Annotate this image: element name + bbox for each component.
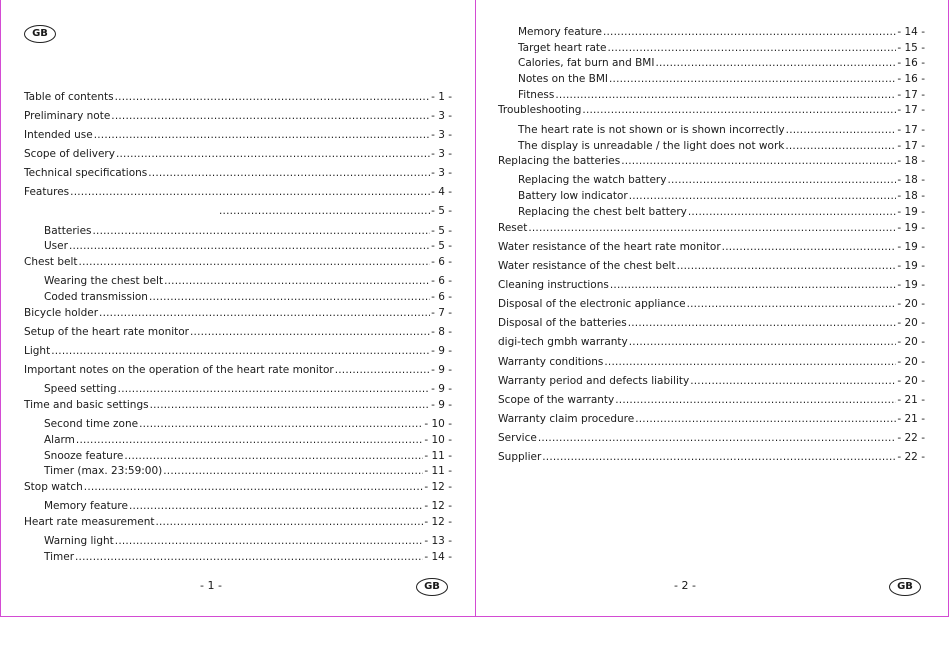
toc-dot-leader [610,279,897,292]
toc-entry-title: Snooze feature [44,450,124,462]
toc-entry-page: - 21 - [897,394,925,406]
toc-entry-page: - 3 - [431,167,452,179]
toc-entry-page: - 16 - [897,73,925,85]
toc-dot-leader [150,399,430,412]
toc-entry-title: Bicycle holder [24,307,99,319]
toc-entry-title: Service [498,432,537,444]
toc-entry[interactable] [518,140,925,153]
toc-entry-page: - 9 - [431,364,452,376]
toc-dot-leader [629,336,897,349]
toc-entry-page: - 22 - [897,432,925,444]
right-page [475,0,949,617]
toc-entry[interactable] [518,89,925,102]
toc-entry-title: Setup of the heart rate monitor [24,326,189,338]
toc-dot-leader [722,241,897,254]
language-badge-bottom: GB [416,578,448,596]
toc-dot-leader [582,104,896,117]
toc-entry-page: - 5 - [431,205,452,217]
toc-entry-page: - 5 - [431,240,452,252]
toc-entry-title: Light [24,345,51,357]
toc-dot-leader [629,190,897,203]
toc-entry[interactable] [518,73,925,86]
toc-entry[interactable] [24,345,452,358]
toc-entry-title: Warning light [44,535,114,547]
toc-dot-leader [115,535,424,548]
toc-entry-title: Replacing the chest belt battery [518,206,687,218]
toc-entry-page: - 9 - [431,383,452,395]
toc-entry-page: - 20 - [897,356,925,368]
toc-entry[interactable] [218,205,452,218]
toc-entry-page: - 8 - [431,326,452,338]
toc-entry-title: Reset [498,222,528,234]
toc-entry[interactable] [24,307,452,320]
toc-dot-leader [115,91,430,104]
toc-dot-leader [94,129,430,142]
toc-entry-page: - 10 - [424,418,452,430]
toc-dot-leader [538,432,897,445]
toc-entry-title: Replacing the watch battery [518,174,667,186]
toc-entry-page: - 5 - [431,225,452,237]
toc-entry-title: Alarm [44,434,75,446]
toc-dot-leader [555,89,896,102]
toc-entry-page: - 12 - [424,500,452,512]
toc-entry-title: Water resistance of the chest belt [498,260,676,272]
toc-entry-page: - 17 - [897,104,925,116]
toc-dot-leader [99,307,430,320]
toc-entry-title: Stop watch [24,481,83,493]
toc-dot-leader [51,345,430,358]
toc-dot-leader [76,434,423,447]
toc-entry-page: - 11 - [424,450,452,462]
toc-entry-page: - 6 - [431,291,452,303]
toc-dot-leader [190,326,430,339]
toc-entry-title: Features [24,186,70,198]
toc-entry-title: The display is unreadable / the light does not work [518,140,785,152]
toc-entry[interactable] [24,91,452,104]
toc-entry-title: Warranty period and defects liability [498,375,690,387]
toc-entry-title: Memory feature [44,500,128,512]
toc-entry-page: - 7 - [431,307,452,319]
toc-entry-title: Supplier [498,451,542,463]
toc-entry[interactable] [498,279,925,292]
toc-entry-page: - 13 - [424,535,452,547]
toc-entry[interactable] [498,260,925,273]
toc-entry-title: Warranty conditions [498,356,604,368]
toc-entry[interactable] [498,336,925,349]
toc-dot-leader [667,174,896,187]
toc-entry-title: Battery low indicator [518,190,628,202]
toc-dot-leader [785,140,896,153]
toc-dot-leader [75,551,423,564]
toc-entry-page: - 17 - [897,140,925,152]
toc-entry[interactable] [44,225,452,238]
toc-entry[interactable] [24,256,452,269]
toc-entry-title: Water resistance of the heart rate monitor [498,241,721,253]
toc-entry[interactable] [44,450,452,463]
language-badge-bottom: GB [889,578,921,596]
toc-entry-title: Fitness [518,89,555,101]
toc-entry[interactable] [44,500,452,513]
toc-entry-title: Scope of the warranty [498,394,615,406]
toc-dot-leader [687,298,897,311]
toc-dot-leader [542,451,896,464]
toc-entry[interactable] [24,399,452,412]
toc-entry[interactable] [24,326,452,339]
toc-entry[interactable] [498,298,925,311]
toc-entry-title: Second time zone [44,418,139,430]
toc-entry[interactable] [44,240,452,253]
toc-entry-title: Technical specifications [24,167,148,179]
toc-entry-page: - 21 - [897,413,925,425]
toc-entry-page: - 19 - [897,279,925,291]
toc-entry[interactable] [24,481,452,494]
toc-entry[interactable] [498,222,925,235]
toc-entry-page: - 11 - [424,465,452,477]
toc-entry[interactable] [498,375,925,388]
toc-entry-title: Target heart rate [518,42,607,54]
toc-entry-title: Intended use [24,129,93,141]
toc-entry[interactable] [44,418,452,431]
toc-entry-title: Important notes on the operation of the heart rate monitor [24,364,334,376]
toc-entry-page: - 6 - [431,275,452,287]
toc-entry[interactable] [44,551,452,564]
toc-entry[interactable] [24,110,452,123]
toc-entry[interactable] [518,42,925,55]
toc-entry-title: Timer [44,551,75,563]
toc-entry-title: Troubleshooting [498,104,582,116]
toc-entry-page: - 3 - [431,148,452,160]
toc-dot-leader [615,394,896,407]
toc-entry-page: - 4 - [431,186,452,198]
toc-entry-page: - 19 - [897,241,925,253]
toc-entry-page: - 20 - [897,298,925,310]
toc-entry-title: Cleaning instructions [498,279,609,291]
toc-entry[interactable] [498,451,925,464]
toc-entry-title: Heart rate measurement [24,516,155,528]
toc-entry[interactable] [518,206,925,219]
toc-entry-page: - 18 - [897,190,925,202]
toc-entry[interactable] [518,174,925,187]
toc-entry[interactable] [24,516,452,529]
toc-dot-leader [335,364,430,377]
toc-entry-title: Preliminary note [24,110,111,122]
toc-dot-leader [164,275,430,288]
toc-entry-page: - 14 - [424,551,452,563]
toc-entry-title: Time and basic settings [24,399,149,411]
toc-dot-leader [786,124,897,137]
toc-dot-leader [129,500,423,513]
toc-dot-leader [155,516,423,529]
toc-entry[interactable] [24,148,452,161]
toc-dot-leader [149,291,430,304]
toc-entry[interactable] [518,26,925,39]
toc-dot-leader [677,260,897,273]
toc-entry-page: - 17 - [897,89,925,101]
toc-entry[interactable] [518,124,925,137]
toc-entry-title: Notes on the BMI [518,73,609,85]
toc-entry-title: Scope of delivery [24,148,115,160]
toc-entry-page: - 3 - [431,110,452,122]
page-number: - 2 - [674,579,696,592]
toc-dot-leader [79,256,431,269]
toc-entry[interactable] [44,291,452,304]
toc-dot-leader [139,418,423,431]
toc-dot-leader [69,240,430,253]
toc-entry[interactable] [498,155,925,168]
toc-entry-title: Wearing the chest belt [44,275,164,287]
toc-entry-title: Warranty claim procedure [498,413,635,425]
toc-dot-leader [609,73,896,86]
toc-entry-page: - 14 - [897,26,925,38]
toc-entry-page: - 19 - [897,206,925,218]
toc-entry-page: - 22 - [897,451,925,463]
toc-dot-leader [93,225,431,238]
toc-dot-leader [603,26,896,39]
toc-entry-page: - 15 - [897,42,925,54]
toc-entry[interactable] [44,383,452,396]
toc-entry-title: Memory feature [518,26,602,38]
toc-entry-page: - 19 - [897,260,925,272]
toc-entry[interactable] [24,364,452,377]
language-badge-top: GB [24,25,56,43]
toc-entry-page: - 20 - [897,317,925,329]
toc-dot-leader [607,42,896,55]
toc-dot-leader [118,383,430,396]
toc-entry-title: Coded transmission [44,291,148,303]
toc-entry[interactable] [24,129,452,142]
toc-entry-title: Calories, fat burn and BMI [518,57,655,69]
toc-entry-page: - 6 - [431,256,452,268]
toc-entry-title: Table of contents [24,91,114,103]
toc-entry-title: Chest belt [24,256,78,268]
toc-entry-page: - 16 - [897,57,925,69]
toc-entry[interactable] [24,186,452,199]
toc-dot-leader [116,148,430,161]
toc-dot-leader [528,222,896,235]
toc-entry-title: Replacing the batteries [498,155,621,167]
toc-entry[interactable] [24,167,452,180]
toc-entry-title: Timer (max. 23:59:00) [44,465,163,477]
toc-dot-leader [688,206,897,219]
toc-dot-leader [655,57,896,70]
toc-entry[interactable] [518,57,925,70]
toc-dot-leader [621,155,896,168]
toc-entry[interactable] [498,413,925,426]
toc-entry-page: - 3 - [431,129,452,141]
toc-dot-leader [111,110,430,123]
toc-entry-title: Speed setting [44,383,117,395]
toc-entry-page: - 12 - [424,516,452,528]
toc-dot-leader [148,167,430,180]
toc-entry-title: Batteries [44,225,92,237]
toc-dot-leader [124,450,423,463]
toc-entry[interactable] [44,465,452,478]
toc-entry[interactable] [498,356,925,369]
page-number: - 1 - [200,579,222,592]
toc-entry-page: - 18 - [897,174,925,186]
toc-entry-title: Disposal of the batteries [498,317,627,329]
toc-dot-leader [163,465,423,478]
toc-dot-leader [690,375,896,388]
toc-entry-page: - 20 - [897,375,925,387]
toc-entry-title: Disposal of the electronic appliance [498,298,686,310]
toc-entry[interactable] [498,432,925,445]
toc-entry-page: - 10 - [424,434,452,446]
toc-dot-leader [628,317,897,330]
left-page [0,0,476,617]
toc-entry-page: - 9 - [431,399,452,411]
toc-dot-leader [84,481,424,494]
toc-entry[interactable] [498,394,925,407]
toc-entry[interactable] [44,535,452,548]
toc-dot-leader [604,356,896,369]
toc-entry-title: digi-tech gmbh warranty [498,336,628,348]
toc-entry-page: - 18 - [897,155,925,167]
toc-dot-leader [635,413,896,426]
toc-entry[interactable] [498,241,925,254]
toc-entry-title: The heart rate is not shown or is shown incorrectly [518,124,785,136]
toc-dot-leader [70,186,430,199]
toc-entry-page: - 9 - [431,345,452,357]
toc-entry[interactable] [44,275,452,288]
toc-entry-page: - 12 - [424,481,452,493]
toc-entry-page: - 1 - [431,91,452,103]
toc-entry[interactable] [518,190,925,203]
toc-entry[interactable] [498,104,925,117]
toc-entry-page: - 17 - [897,124,925,136]
toc-entry-page: - 20 - [897,336,925,348]
toc-entry-title: User [44,240,68,252]
toc-dot-leader [219,205,430,218]
toc-entry-page: - 19 - [897,222,925,234]
toc-entry[interactable] [44,434,452,447]
toc-entry[interactable] [498,317,925,330]
